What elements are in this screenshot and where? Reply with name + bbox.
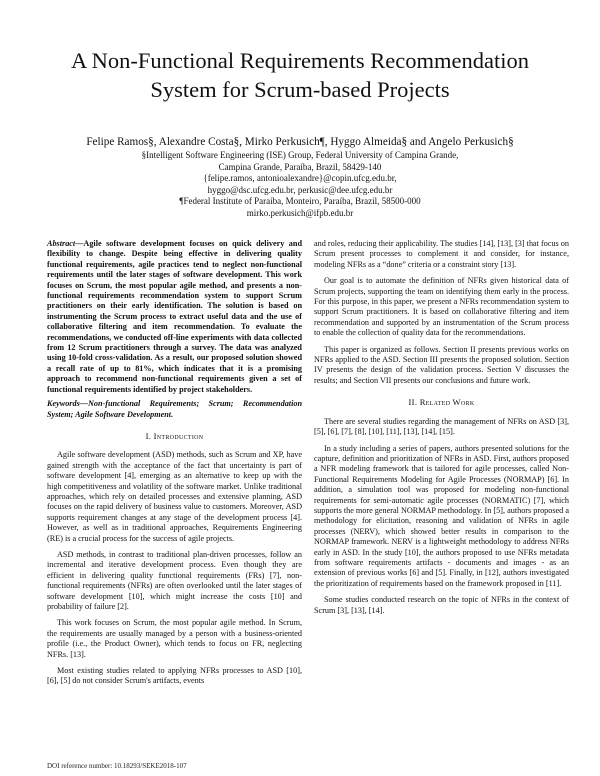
title-line-1: A Non-Functional Requirements Recommendation (70, 48, 530, 73)
author-list: Felipe Ramos§, Alexandre Costa§, Mirko Perkusich¶, Hyggo Almeida§ and Angelo Perkusich§ (86, 136, 514, 148)
keywords (47, 399, 302, 420)
paragraph: Most existing studies related to applying NFRs processes to ASD [10], [6], [5] do not consider Scrum's artifacts, events (47, 666, 302, 686)
abstract-text: —Agile software development focuses on quick delivery and flexibility to change. Despite being effective in delivering quality functional requirements, agile practices tend to neglect non-functional requirements until the later stages of software development. This work focuses on Scrum, the most popular agile method, and presents a non-functional requirements recommendation system to support Scrum practitioners on their early identification. The solution is based on instrumenting the Scrum process to extract useful data and the use of collaborative filtering and item recommendation. To evaluate the recommendations, we conducted off-line experiments with data collected from 12 Scrum practitioners through a survey. The data was analyzed using 10-fold cross-validation. As a result, our proposed solution showed a recall rate of up to 81%, which indicates that it is a promising approach to recommend non-functional requirements given a set of functional requirements identified by project stakeholders. (47, 239, 302, 394)
paper-title (40, 46, 560, 104)
affiliation-line: ¶Federal Institute of Paraíba, Monteiro, Paraíba, Brazil, 58500-000 (179, 196, 421, 207)
paragraph: In a study including a series of papers, authors presented solutions for the capture, definition and prioritization of NFRs in ASD. First, authors proposed a NFR modeling framework that is tailored for agile processes, called Non-Functional Requirements Modeling for Agile Processes (NORMAP) [6]. In addition, a simulation tool was proposed for modeling non-functional requirements for semi-automatic agile processes (NORMATIC) [7], which supports the more general NORMAP methodology. In [5], authors proposed a methodology for elicitation, reasoning and validation of NFRs in agile processes (NERV), which showed better results in comparison to the NORMAP framework. NERV is a lightweight methodology to address NFRs early in ASD. In the study [10], the authors proposed to use NFRs metadata from software requirements artifacts - documents and images - as an extension of previous works [6] and [5]. Finally, in [12], authors investigated the prioritization of requirements based on the framework proposed in [11]. (314, 443, 569, 588)
left-column (47, 239, 302, 693)
keywords-text: —Non-functional Requirements; Scrum; Recommendation System; Agile Software Development. (47, 399, 302, 419)
affiliation-line: hyggo@dsc.ufcg.edu.br, perkusic@dee.ufcg.edu.br (207, 184, 393, 195)
section-heading-related-work: II. Related Work (408, 397, 475, 408)
paragraph: This paper is organized as follows. Section II presents previous works on NFRs applied to the ASD. Section III presents the proposed solution. Section IV presents the design of the validation process. Section V discusses the results; and Section VII presents our conclusions and future work. (314, 344, 569, 385)
paragraph: Our goal is to automate the definition of NFRs given historical data of Scrum projects, supporting the team on identifying them early in the process. For this purpose, in this paper, we present a NFRs recommendation system to support Scrum practitioners. It is based on collaborative filtering and item recommendation and supported by an instrumentation of the Scrum process to enable the collection of quality data for the recommendations. (314, 276, 569, 338)
affiliation-line: mirko.perkusich@ifpb.edu.br (246, 207, 354, 218)
affiliations (40, 150, 560, 220)
title-line-2: System for Scrum-based Projects (150, 77, 450, 102)
paragraph: Some studies conducted research on the topic of NFRs in the context of Scrum [3], [13], [14]. (314, 595, 569, 615)
abstract-label: Abstract (47, 239, 76, 248)
paragraph: There are several studies regarding the management of NFRs on ASD [3], [5], [6], [7], [8], [10], [11], [13], [14], [15]. (314, 416, 569, 437)
affiliation-line: {felipe.ramos, antonioalexandre}@copin.ufcg.edu.br, (203, 173, 397, 184)
paragraph: ASD methods, in contrast to traditional plan-driven processes, follow an incremental and iterative development process. Even though they are efficient in delivering quality functional requirements (FRs) [7], non-functional requirements (NFRs) are often overlooked until the later stages of software development [10], which might increase the costs [10] and probability of failure [2]. (47, 549, 302, 611)
abstract (47, 239, 302, 395)
keywords-label: Keywords (47, 399, 80, 409)
affiliation-line: Campina Grande, Paraíba, Brazil, 58429-140 (218, 161, 382, 172)
section-heading-introduction: I. Introduction (145, 430, 204, 441)
paragraph: Agile software development (ASD) methods, such as Scrum and XP, have gained strength with the acceptance of the fact that uncertainty is part of software development [4], emerging as an alternative to keep up with the high competitiveness and volatility of the software market. Unlike traditional approaches, which rely on detailed processes and extensive planning, ASD focuses on the rapid delivery of business value to customers. Moreover, ASD supports requirement changes at any stage of the development process [4]. However, as well as in traditional approaches, Requirements Engineering (RE) is a crucial process for the success of agile projects. (47, 450, 302, 543)
paragraph: and roles, reducing their applicability. The studies [14], [13], [3] that focus on Scrum present processes to complement it and consider, for instance, modeling NFRs as a “done” criteria or a constraint story [13]. (314, 239, 569, 269)
paragraph: This work focuses on Scrum, the most popular agile method. In Scrum, the requirements are usually managed by a person with a business-oriented profile (i.e., the Product Owner), which tends to focus on FR, neglecting NFRs. [13]. (47, 618, 302, 659)
affiliation-line: §Intelligent Software Engineering (ISE) Group, Federal University of Campina Grande, (141, 150, 459, 160)
right-column (314, 239, 569, 622)
doi-footer: DOI reference number: 10.18293/SEKE2018-107 (47, 762, 187, 770)
